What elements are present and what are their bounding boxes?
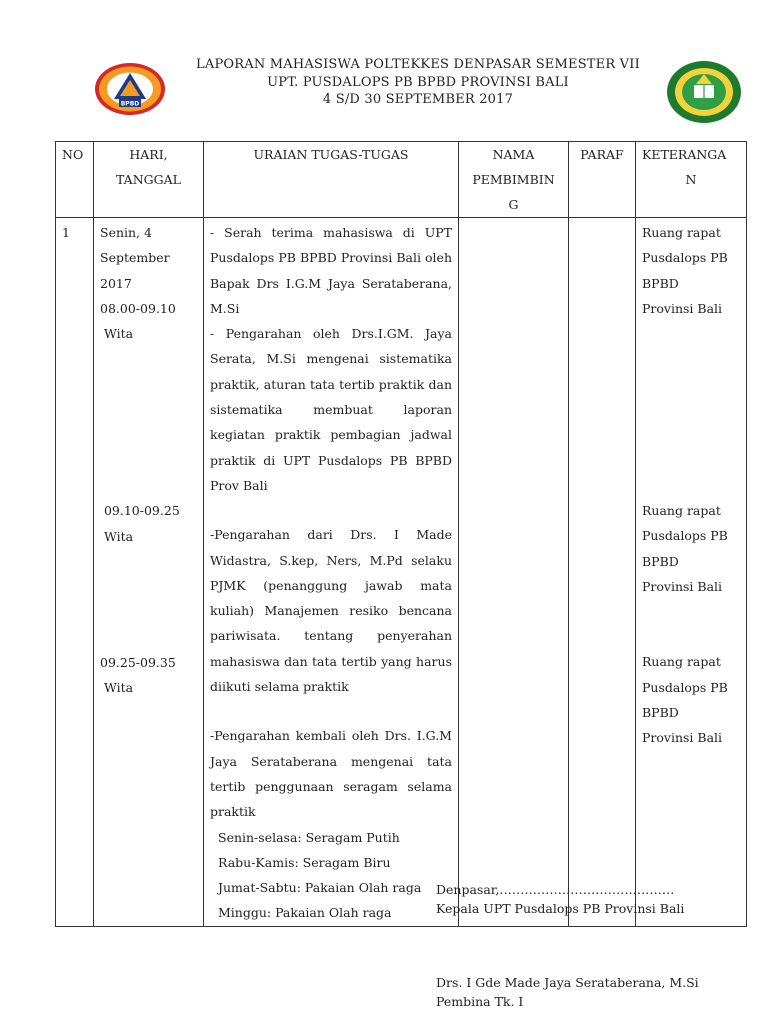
session-2-time: 09.10-09.25 — [100, 503, 180, 519]
row-signature — [569, 218, 636, 927]
uniform-item: Jumat-Sabtu: Pakaian Olah raga — [218, 880, 422, 896]
header-no: NO — [56, 142, 94, 218]
row-tasks — [204, 218, 459, 927]
header-keterangan: KETERANGA N — [636, 142, 747, 218]
row-notes: Ruang rapat Pusdalops PB BPBD Provinsi Bali Ruang rapat Pusdalops PB BPBD Provinsi Bali Ruang rapat Pusdalops PB BPBD Provinsi Bali — [636, 218, 747, 927]
task-item: -Pengarahan kembali oleh Drs. I.G.M Jaya Serataberana mengenai tata tertib penggunaan seragam selama praktik — [210, 728, 452, 820]
task-item: - Pengarahan oleh Drs.I.GM. Jaya Serata, M.Si mengenai sistematika praktik, aturan tata tertib praktik dan sistematika membuat laporan kegiatan praktik pembagian jadwal praktik di UPT Pusdalops PB BPBD Prov Bali — [210, 326, 452, 493]
table-row — [56, 218, 747, 927]
uniform-list — [210, 825, 452, 926]
session-3-time: 09.25-09.35 — [100, 655, 176, 671]
uniform-item: Senin-selasa: Seragam Putih — [218, 829, 400, 845]
header-period: 4 S/D 30 SEPTEMBER 2017 — [322, 92, 514, 107]
uniform-item: Rabu-Kamis: Seragam Biru — [218, 854, 391, 870]
uniform-item: Minggu: Pakaian Olah raga — [218, 905, 392, 921]
row-day-time: Senin, 4 September 2017 08.00-09.10 Wita 09.10-09.25 Wita 09.25-09.35 Wita — [94, 218, 204, 927]
table-header-row — [56, 142, 747, 218]
header-hari-tanggal: HARI, TANGGAL — [94, 142, 204, 218]
task-item: - Serah terima mahasiswa di UPT Pusdalops PB BPBD Provinsi Bali oleh Bapak Drs I.G.M Jaya Serataberana, M.Si — [210, 225, 452, 316]
task-item: -Pengarahan dari Drs. I Made Widastra, S.kep, Ners, M.Pd selaku PJMK (penanggung jawab mata kuliah) Manajemen resiko bencana pariwisata. tentang penyerahan mahasiswa dan tata tertib yang harus diikuti selama praktik — [210, 527, 452, 695]
svg-text:BPBD: BPBD — [120, 100, 140, 108]
header-subtitle: UPT. PUSDALOPS PB BPBD PROVINSI BALI — [267, 74, 569, 90]
signature-name: Drs. I Gde Made Jaya Serataberana, M.Si — [436, 975, 699, 990]
header-paraf: PARAF — [569, 142, 636, 218]
header-title: LAPORAN MAHASISWA POLTEKKES DENPASAR SEMESTER VII — [196, 57, 640, 72]
signature-position: Kepala UPT Pusdalops PB Provinsi Bali — [436, 901, 685, 916]
row-supervisor — [459, 218, 569, 927]
header-uraian: URAIAN TUGAS-TUGAS — [204, 142, 459, 218]
report-header — [150, 56, 686, 109]
row-number: 1 — [56, 218, 94, 927]
header-nama-pembimbing: NAMA PEMBIMBIN G — [459, 142, 569, 218]
session-1-time: 08.00-09.10 — [100, 300, 176, 316]
activity-table — [55, 141, 747, 927]
signature-place-date: Denpasar,…………………………………… — [436, 882, 675, 897]
signature-rank: Pembina Tk. I — [436, 994, 524, 1009]
